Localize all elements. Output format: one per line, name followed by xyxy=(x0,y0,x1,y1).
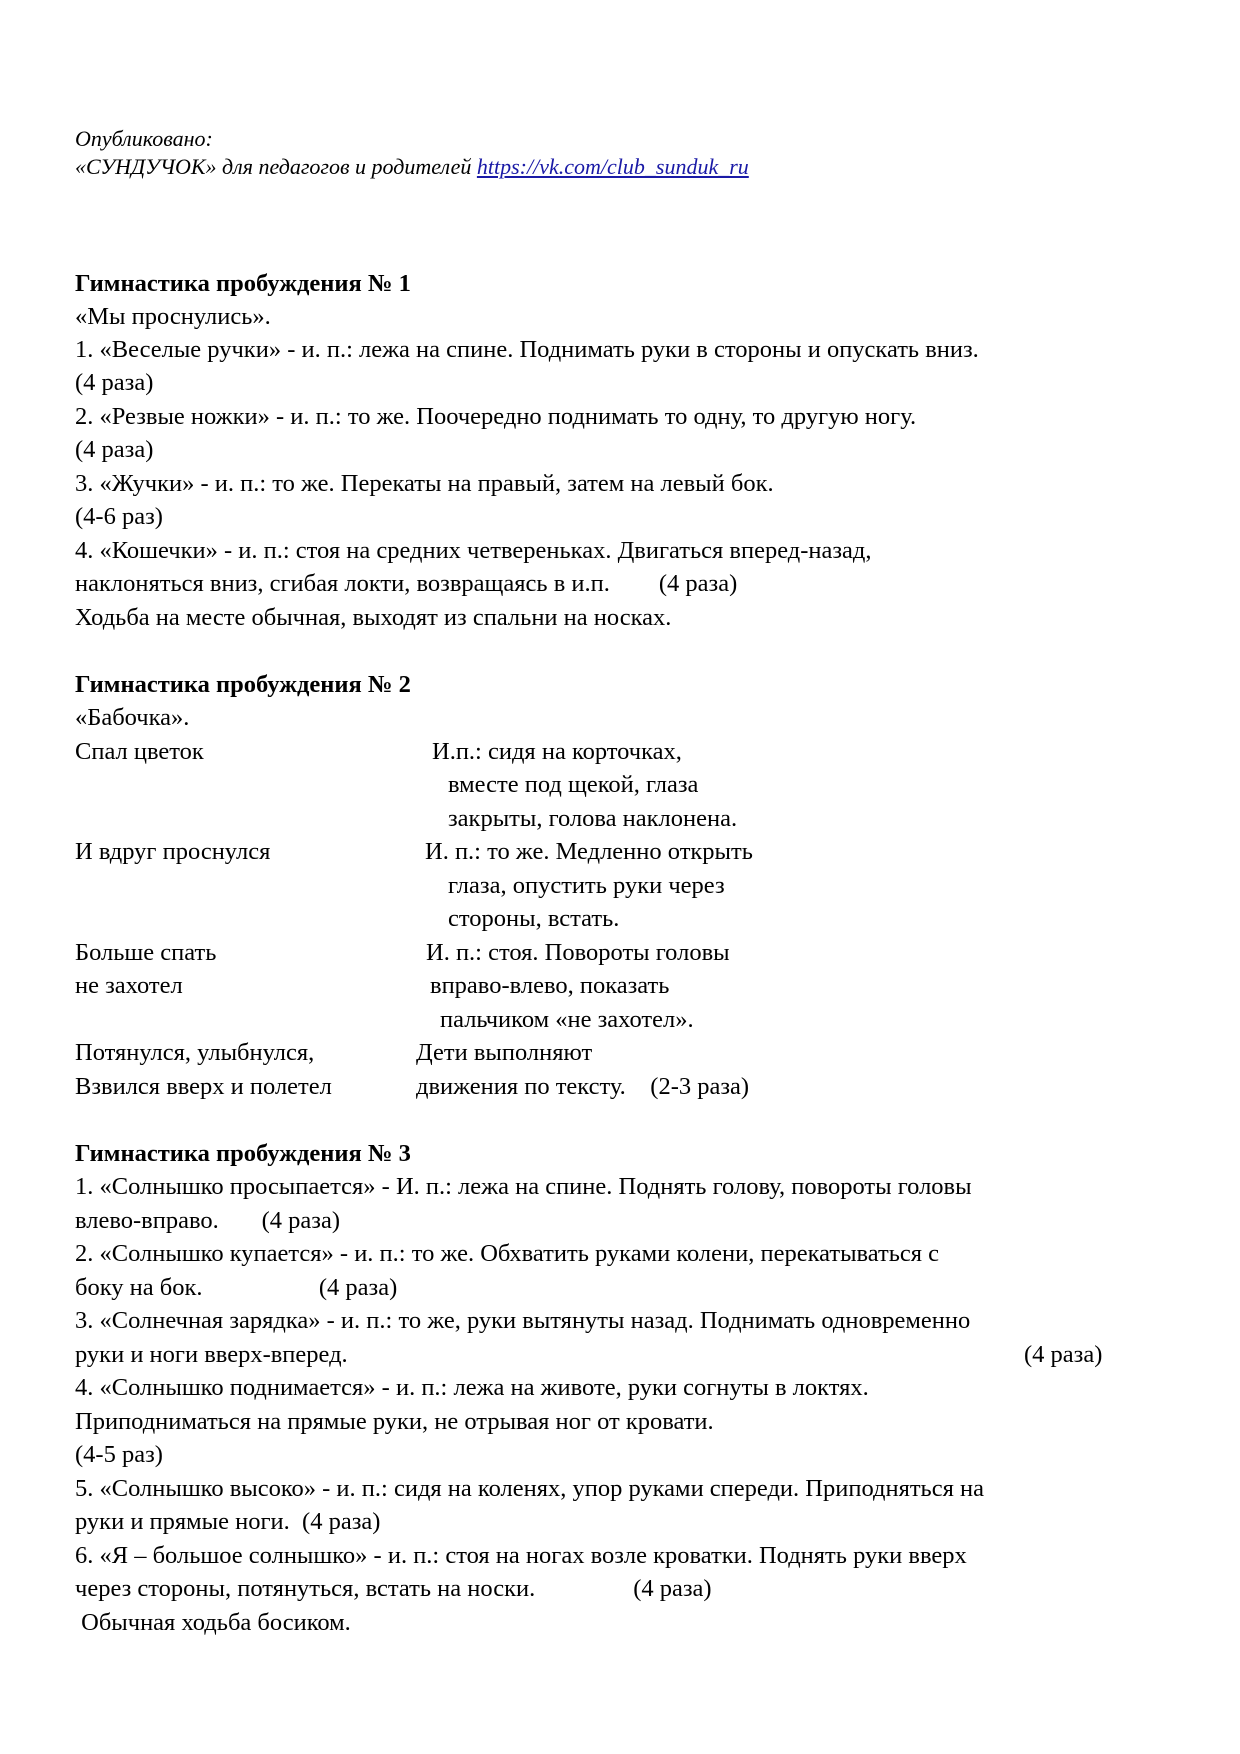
action-line: пальчиком «не захотел». xyxy=(440,1006,694,1033)
section3-line: 3. «Солнечная зарядка» - и. п.: то же, руки вытянуты назад. Поднимать одновременно xyxy=(75,1307,971,1334)
section1-title: «Мы проснулись». xyxy=(75,303,271,330)
section1-line: 1. «Веселые ручки» - и. п.: лежа на спине. Поднимать руки в стороны и опускать вниз. xyxy=(75,336,979,363)
action-line: движения по тексту. (2-3 раза) xyxy=(416,1073,750,1100)
poem-line: И вдруг проснулся xyxy=(75,838,271,865)
section1-line: Ходьба на месте обычная, выходят из спальни на носках. xyxy=(75,604,672,631)
action-line: глаза, опустить руки через xyxy=(448,872,725,899)
action-line: закрыты, голова наклонена. xyxy=(448,805,738,832)
section3-line: 1. «Солнышко просыпается» - И. п.: лежа на спине. Поднять голову, повороты головы xyxy=(75,1173,972,1200)
published-source xyxy=(75,156,749,178)
section3-line-right: (4 раза) xyxy=(1024,1341,1103,1368)
published-label: Опубликовано: xyxy=(75,126,213,151)
action-line: Дети выполняют xyxy=(416,1039,593,1066)
action-line: вправо-влево, показать xyxy=(430,972,670,999)
action-line: вместе под щекой, глаза xyxy=(448,771,699,798)
section1-line: 4. «Кошечки» - и. п.: стоя на средних четвереньках. Двигаться вперед-назад, xyxy=(75,537,872,564)
section1-line: 3. «Жучки» - и. п.: то же. Перекаты на правый, затем на левый бок. xyxy=(75,470,774,497)
section1-line: (4 раза) xyxy=(75,369,154,396)
action-line: И. п.: то же. Медленно открыть xyxy=(425,838,753,865)
section3-line: влево-вправо. (4 раза) xyxy=(75,1207,340,1234)
section1-line: наклоняться вниз, сгибая локти, возвращаясь в и.п. (4 раза) xyxy=(75,570,738,597)
section3-line: 2. «Солнышко купается» - и. п.: то же. Обхватить руками колени, перекатываться с xyxy=(75,1240,940,1267)
section3-line: руки и ноги вверх-вперед. xyxy=(75,1341,348,1368)
section3-line: боку на бок. (4 раза) xyxy=(75,1274,398,1301)
section3-line: 6. «Я – большое солнышко» - и. п.: стоя на ногах возле кроватки. Поднять руки вверх xyxy=(75,1542,967,1569)
action-line: стороны, встать. xyxy=(448,905,620,932)
section3-line: Приподниматься на прямые руки, не отрывая ног от кровати. xyxy=(75,1408,714,1435)
section3-line: руки и прямые ноги. (4 раза) xyxy=(75,1508,381,1535)
section2-title: «Бабочка». xyxy=(75,704,190,731)
action-line: И.п.: сидя на корточках, xyxy=(432,738,682,765)
section1-heading: Гимнастика пробуждения № 1 xyxy=(75,270,411,297)
section3-line: (4-5 раз) xyxy=(75,1441,163,1468)
section3-line: Обычная ходьба босиком. xyxy=(75,1609,351,1636)
section1-line: (4-6 раз) xyxy=(75,503,163,530)
vk-club-link[interactable]: https://vk.com/club_sunduk_ru xyxy=(476,154,749,179)
poem-line: Больше спать xyxy=(75,939,217,966)
section3-line: через стороны, потянуться, встать на носки. (4 раза) xyxy=(75,1575,712,1602)
poem-line: Взвился вверх и полетел xyxy=(75,1073,332,1100)
poem-line: Потянулся, улыбнулся, xyxy=(75,1039,315,1066)
section1-line: (4 раза) xyxy=(75,436,154,463)
section2-heading: Гимнастика пробуждения № 2 xyxy=(75,671,411,698)
action-line: И. п.: стоя. Повороты головы xyxy=(426,939,730,966)
section3-line: 4. «Солнышко поднимается» - и. п.: лежа на животе, руки согнуты в локтях. xyxy=(75,1374,869,1401)
poem-line: Спал цветок xyxy=(75,738,204,765)
published-source-text: «СУНДУЧОК» для педагогов и родителей xyxy=(75,154,477,179)
section3-line: 5. «Солнышко высоко» - и. п.: сидя на коленях, упор руками спереди. Приподняться на xyxy=(75,1475,984,1502)
section3-heading: Гимнастика пробуждения № 3 xyxy=(75,1140,411,1167)
section1-line: 2. «Резвые ножки» - и. п.: то же. Поочередно поднимать то одну, то другую ногу. xyxy=(75,403,917,430)
poem-line: не захотел xyxy=(75,972,183,999)
